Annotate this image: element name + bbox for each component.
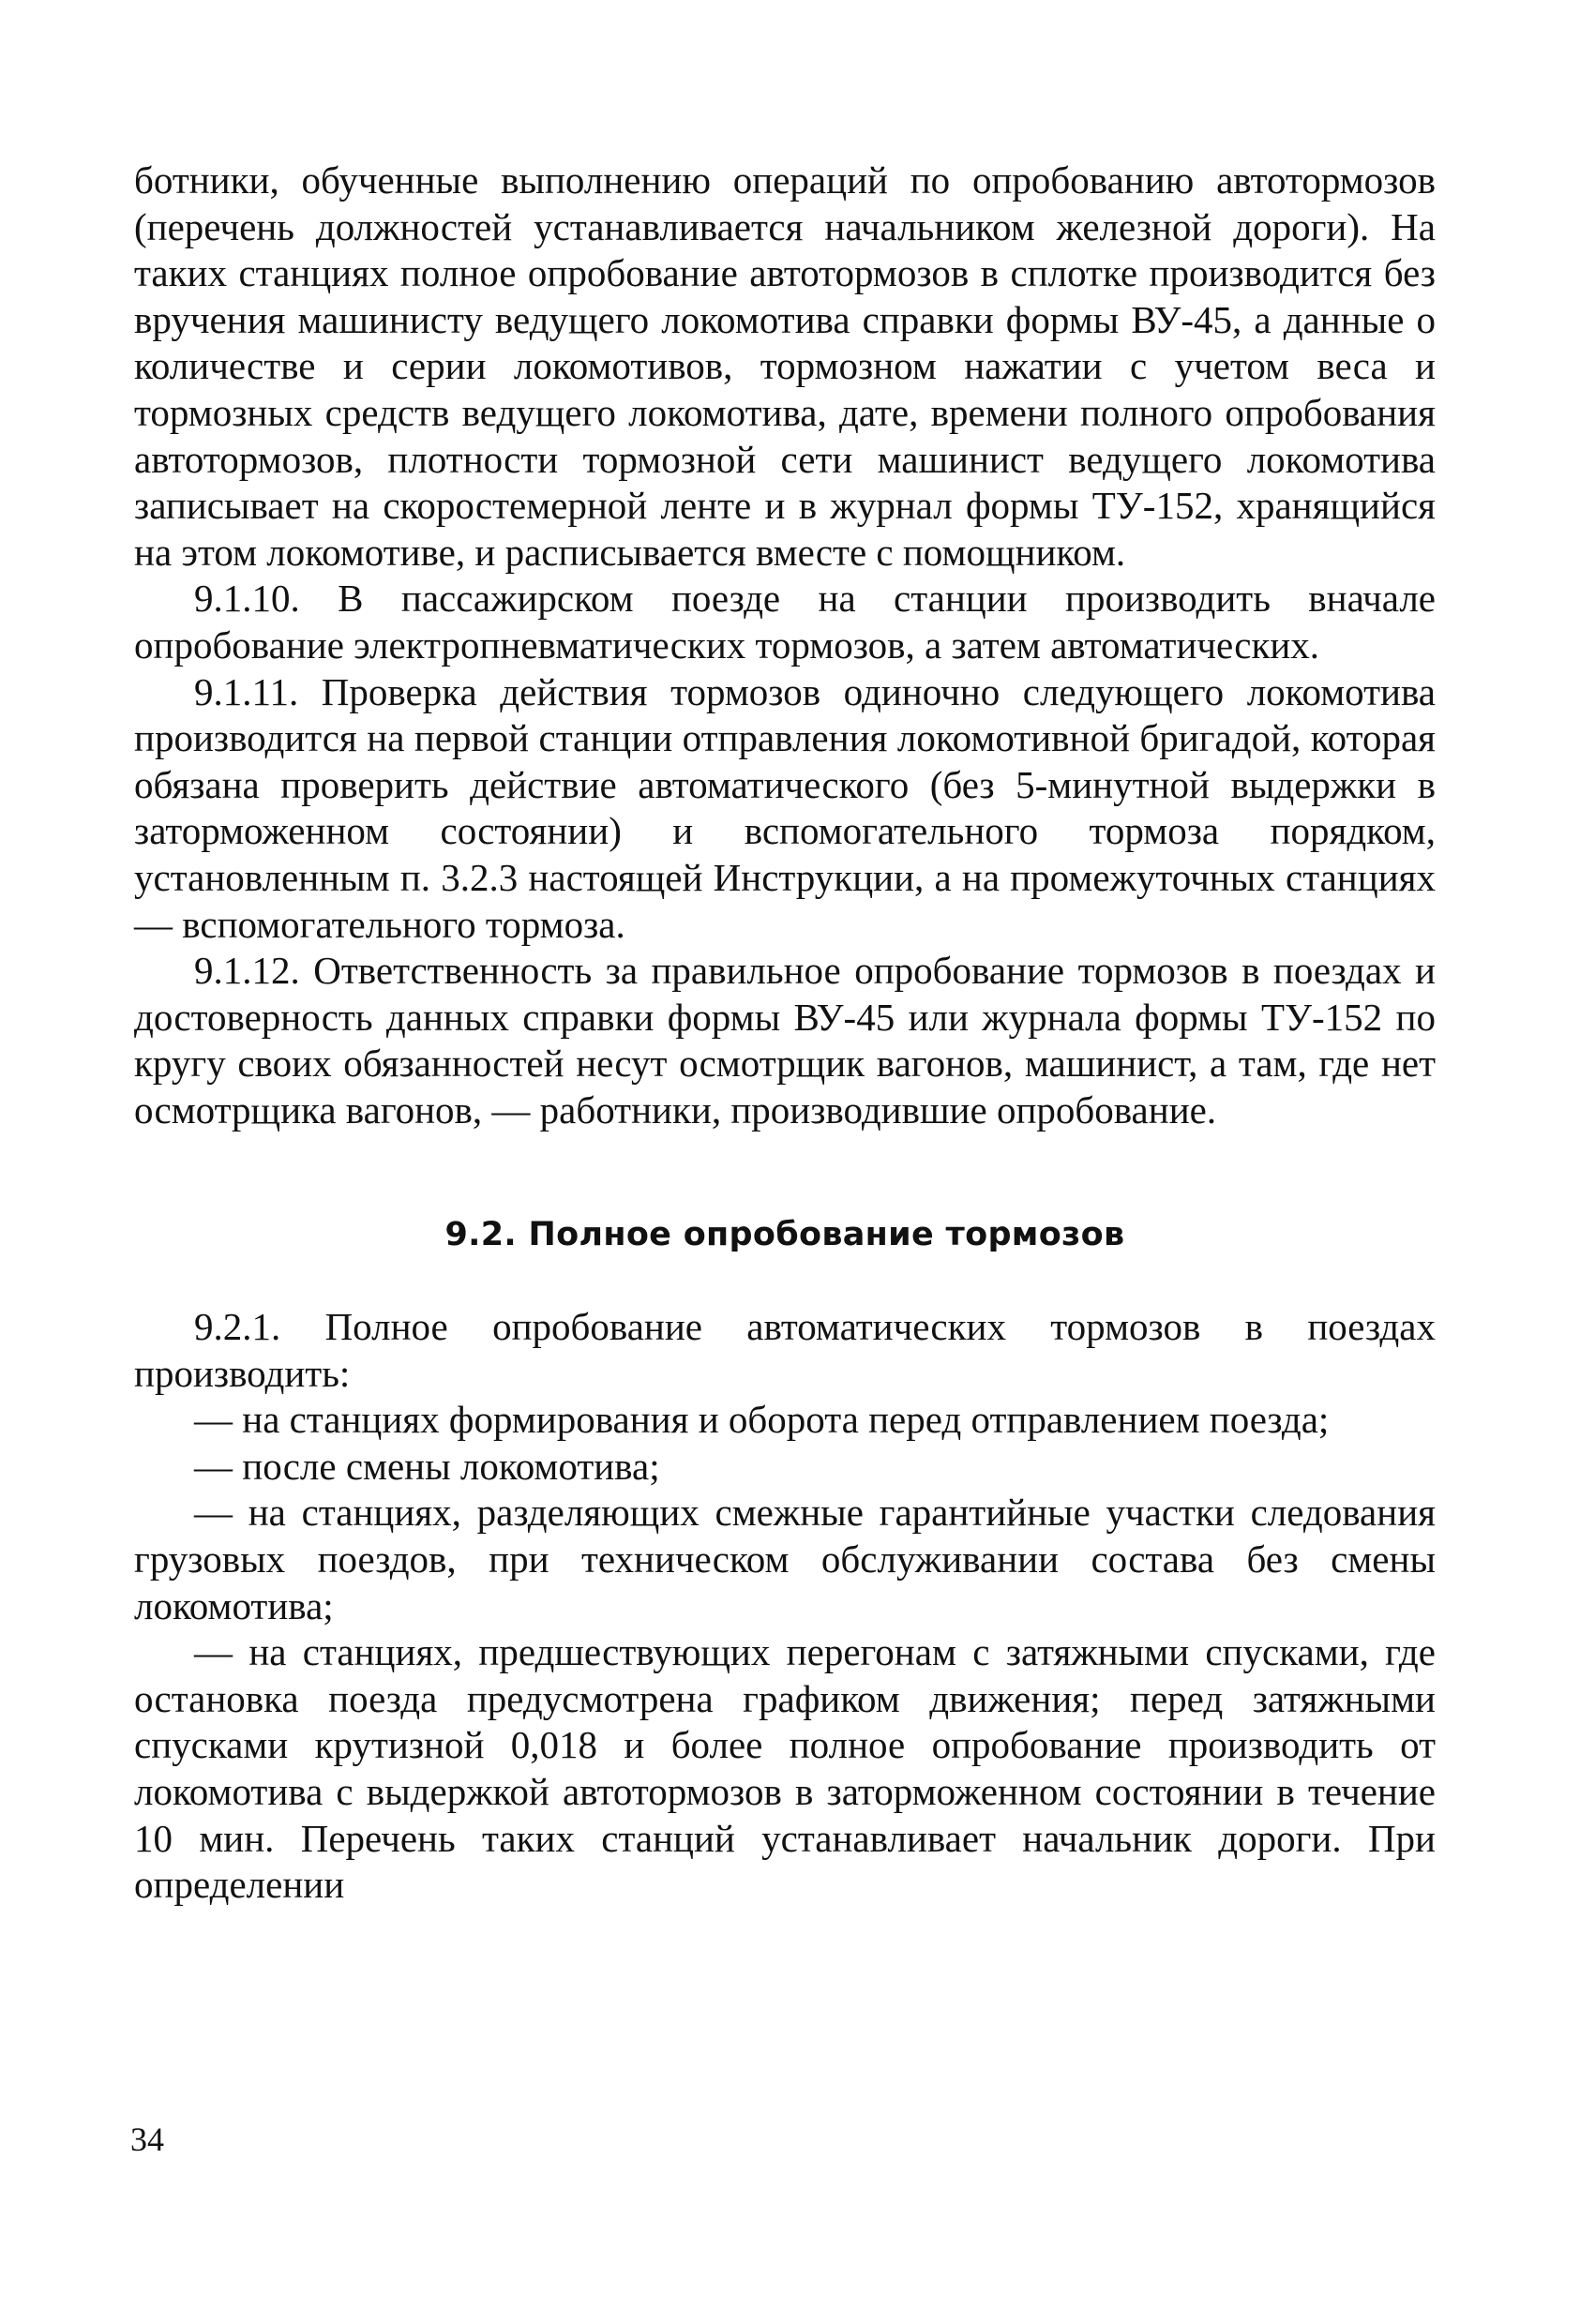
- paragraph-continuation: ботники, обученные выполнению операций по опробованию автотормозов (перечень должностей устанавливается начальником железной дороги). На таких станциях полное опробование автотормозов в сплотке производится без вручения машинисту ведущего локомотива справки формы ВУ-45, а данные о количестве и серии локомотивов, тормозном нажатии с учетом веса и тормозных средств ведущего локомотива, дате, времени полного опробования автотормозов, плотности тормозной сети машинист ведущего локомотива записывает на скоростемерной ленте и в журнал формы ТУ-152, хранящийся на этом локомотиве, и расписывается вместе с помощником.: [134, 158, 1436, 574]
- paragraph-9-1-10: 9.1.10. В пассажирском поезде на станции производить вначале опробование электропневматических тормозов, а затем автоматических.: [134, 577, 1436, 667]
- list-item-long-descents: — на станциях, предшествующих перегонам с затяжными спусками, где остановка поезда предусмотрена графиком движения; перед затяжными спусками крутизной 0,018 и более полное опробование производить от локомотива с выдержкой автотормозов в заторможенном состоянии в течение 10 мин. Перечень таких станций устанавливает начальник дороги. При определении: [134, 1630, 1436, 1907]
- paragraph-9-1-11: 9.1.11. Проверка действия тормозов одиночно следующего локомотива производится на первой станции отправления локомотивной бригадой, которая обязана проверить действие автоматического (без 5-минутной выдержки в заторможенном состоянии) и вспомогательного тормоза порядком, установленным п. 3.2.3 настоящей Инструкции, а на промежуточных станциях — вспомогательного тормоза.: [134, 669, 1436, 946]
- paragraph-9-1-12: 9.1.12. Ответственность за правильное опробование тормозов в поездах и достоверность данных справки формы ВУ-45 или журнала формы ТУ-152 по кругу своих обязанностей несут осмотрщик вагонов, машинист, а там, где нет осмотрщика вагонов, — работники, производившие опробование.: [134, 949, 1436, 1132]
- list-item-formation-stations: — на станциях формирования и оборота перед отправлением поезда;: [194, 1398, 1330, 1442]
- list-item-guarantee-sections: — на станциях, разделяющих смежные гарантийные участки следования грузовых поездов, при техническом обслуживании состава без смены локомотива;: [134, 1491, 1436, 1627]
- section-heading-9-2: 9.2. Полное опробование тормозов: [444, 1216, 1125, 1254]
- paragraph-9-2-1: 9.2.1. Полное опробование автоматических тормозов в поездах производить:: [134, 1305, 1436, 1395]
- page-number: 34: [130, 2121, 164, 2158]
- document-page: [134, 157, 1436, 1909]
- list-item-locomotive-change: — после смены локомотива;: [194, 1444, 660, 1488]
